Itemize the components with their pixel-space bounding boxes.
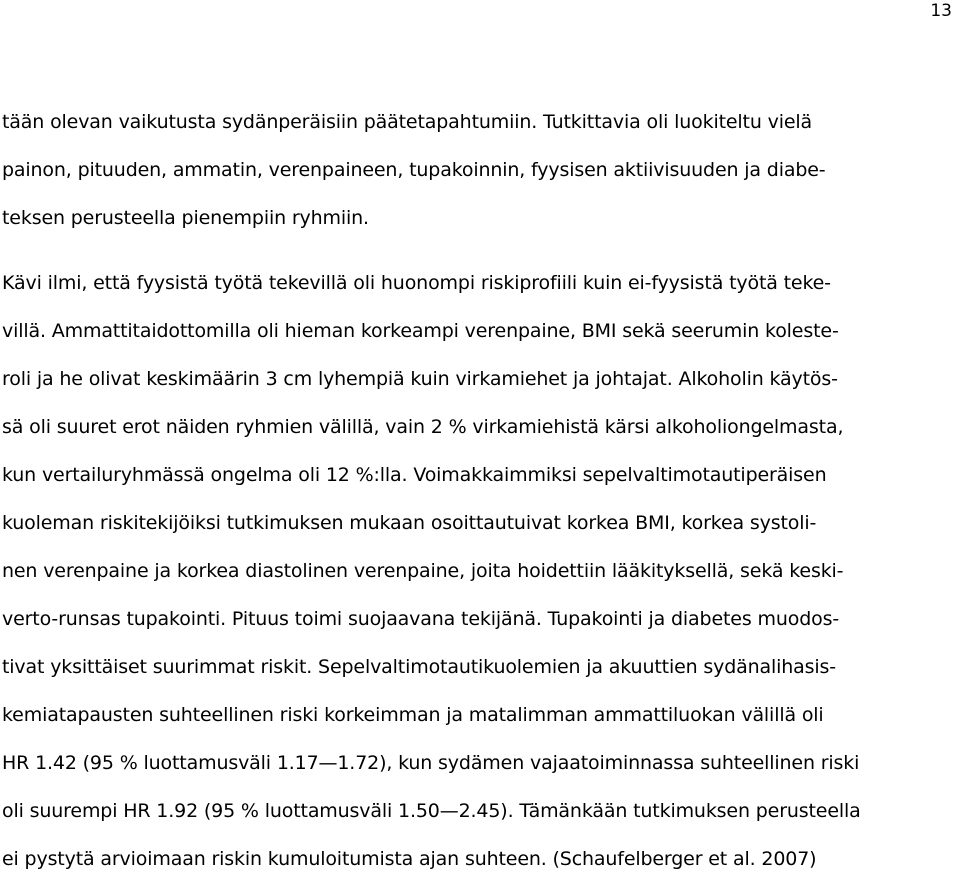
- text-line: kun vertailuryhmässä ongelma oli 12 %:lla. Voimakkaimmiksi sepelvaltimotautiperäisen: [2, 464, 827, 486]
- text-line: kemiatapausten suhteellinen riski korkeimman ja matalimman ammattiluokan välillä oli: [2, 704, 824, 726]
- text-line: Kävi ilmi, että fyysistä työtä tekevillä oli huonompi riskiprofiili kuin ei-fyysistä työtä teke-: [2, 272, 831, 294]
- text-line: nen verenpaine ja korkea diastolinen verenpaine, joita hoidettiin lääkityksellä, sekä keski-: [2, 560, 844, 582]
- text-line: kuoleman riskitekijöiksi tutkimuksen mukaan osoittautuivat korkea BMI, korkea systoli-: [2, 512, 817, 534]
- text-line: verto-runsas tupakointi. Pituus toimi suojaavana tekijänä. Tupakointi ja diabetes muodos-: [2, 608, 840, 630]
- text-line: teksen perusteella pienempiin ryhmiin.: [2, 207, 369, 229]
- text-line: painon, pituuden, ammatin, verenpaineen, tupakoinnin, fyysisen aktiivisuuden ja diabe-: [2, 159, 826, 181]
- text-line: oli suurempi HR 1.92 (95 % luottamusväli 1.50—2.45). Tämänkään tutkimuksen perusteella: [2, 800, 861, 822]
- text-line: sä oli suuret erot näiden ryhmien välillä, vain 2 % virkamiehistä kärsi alkoholiongelmasta,: [2, 416, 844, 438]
- page-number: 13: [930, 1, 952, 21]
- text-line: villä. Ammattitaidottomilla oli hieman korkeampi verenpaine, BMI sekä seerumin koleste-: [2, 320, 839, 342]
- text-line: tään olevan vaikutusta sydänperäisiin päätetapahtumiin. Tutkittavia oli luokiteltu vielä: [2, 111, 813, 133]
- text-line: roli ja he olivat keskimäärin 3 cm lyhempiä kuin virkamiehet ja johtajat. Alkoholin käytös-: [2, 368, 838, 390]
- text-line: HR 1.42 (95 % luottamusväli 1.17—1.72), kun sydämen vajaatoiminnassa suhteellinen riski: [2, 752, 860, 774]
- paragraph-1: [2, 98, 960, 242]
- paragraph-2: [2, 259, 960, 883]
- text-line: ei pystytä arvioimaan riskin kumuloitumista ajan suhteen. (Schaufelberger et al. 2007): [2, 848, 817, 870]
- text-line: tivat yksittäiset suurimmat riskit. Sepelvaltimotautikuolemien ja akuuttien sydänalihasis-: [2, 656, 836, 678]
